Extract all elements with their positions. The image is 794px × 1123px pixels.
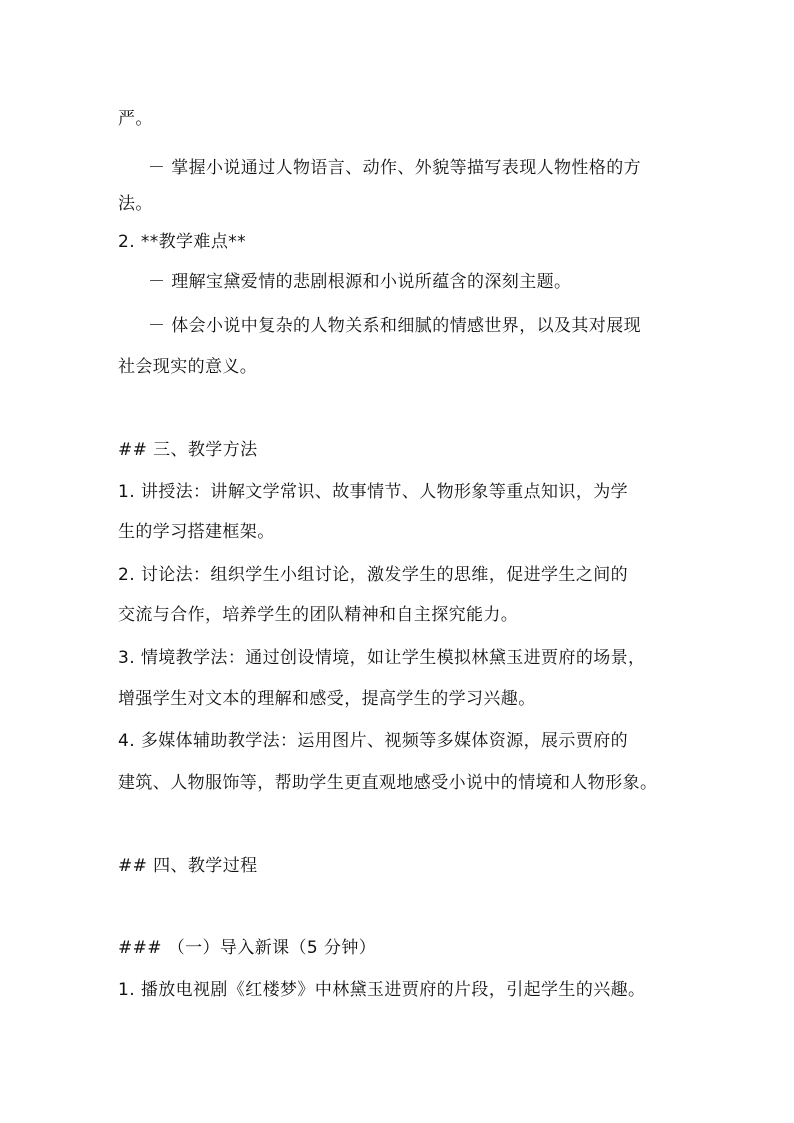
subsection-heading: ### （一）导入新课（5 分钟） xyxy=(118,938,377,958)
text-line: － 体会小说中复杂的人物关系和细腻的情感世界，以及其对展现 xyxy=(148,316,642,336)
text-line: 严。 xyxy=(118,109,153,129)
text-line: － 理解宝黛爱情的悲剧根源和小说所蕴含的深刻主题。 xyxy=(148,272,572,292)
text-line: 3. 情境教学法：通过创设情境，如让学生模拟林黛玉进贾府的场景， xyxy=(118,648,646,668)
text-line: 社会现实的意义。 xyxy=(118,357,258,377)
text-line: 1. 讲授法：讲解文学常识、故事情节、人物形象等重点知识，为学 xyxy=(118,482,629,502)
text-line: 增强学生对文本的理解和感受，提高学生的学习兴趣。 xyxy=(118,689,536,709)
text-line: 交流与合作，培养学生的团队精神和自主探究能力。 xyxy=(118,605,519,625)
section-heading: ## 四、教学过程 xyxy=(118,856,258,876)
text-line: 建筑、人物服饰等，帮助学生更直观地感受小说中的情境和人物形象。 xyxy=(118,773,658,793)
text-line: 2. 讨论法：组织学生小组讨论，激发学生的思维，促进学生之间的 xyxy=(118,565,629,585)
text-line: － 掌握小说通过人物语言、动作、外貌等描写表现人物性格的方 xyxy=(148,158,642,178)
section-heading: ## 三、教学方法 xyxy=(118,440,258,460)
text-line: 法。 xyxy=(118,194,153,214)
text-line: 1. 播放电视剧《红楼梦》中林黛玉进贾府的片段，引起学生的兴趣。 xyxy=(118,980,646,1000)
text-line: 生的学习搭建框架。 xyxy=(118,522,275,542)
text-line: 4. 多媒体辅助教学法：运用图片、视频等多媒体资源，展示贾府的 xyxy=(118,731,629,751)
text-line: 2. **教学难点** xyxy=(118,232,247,252)
